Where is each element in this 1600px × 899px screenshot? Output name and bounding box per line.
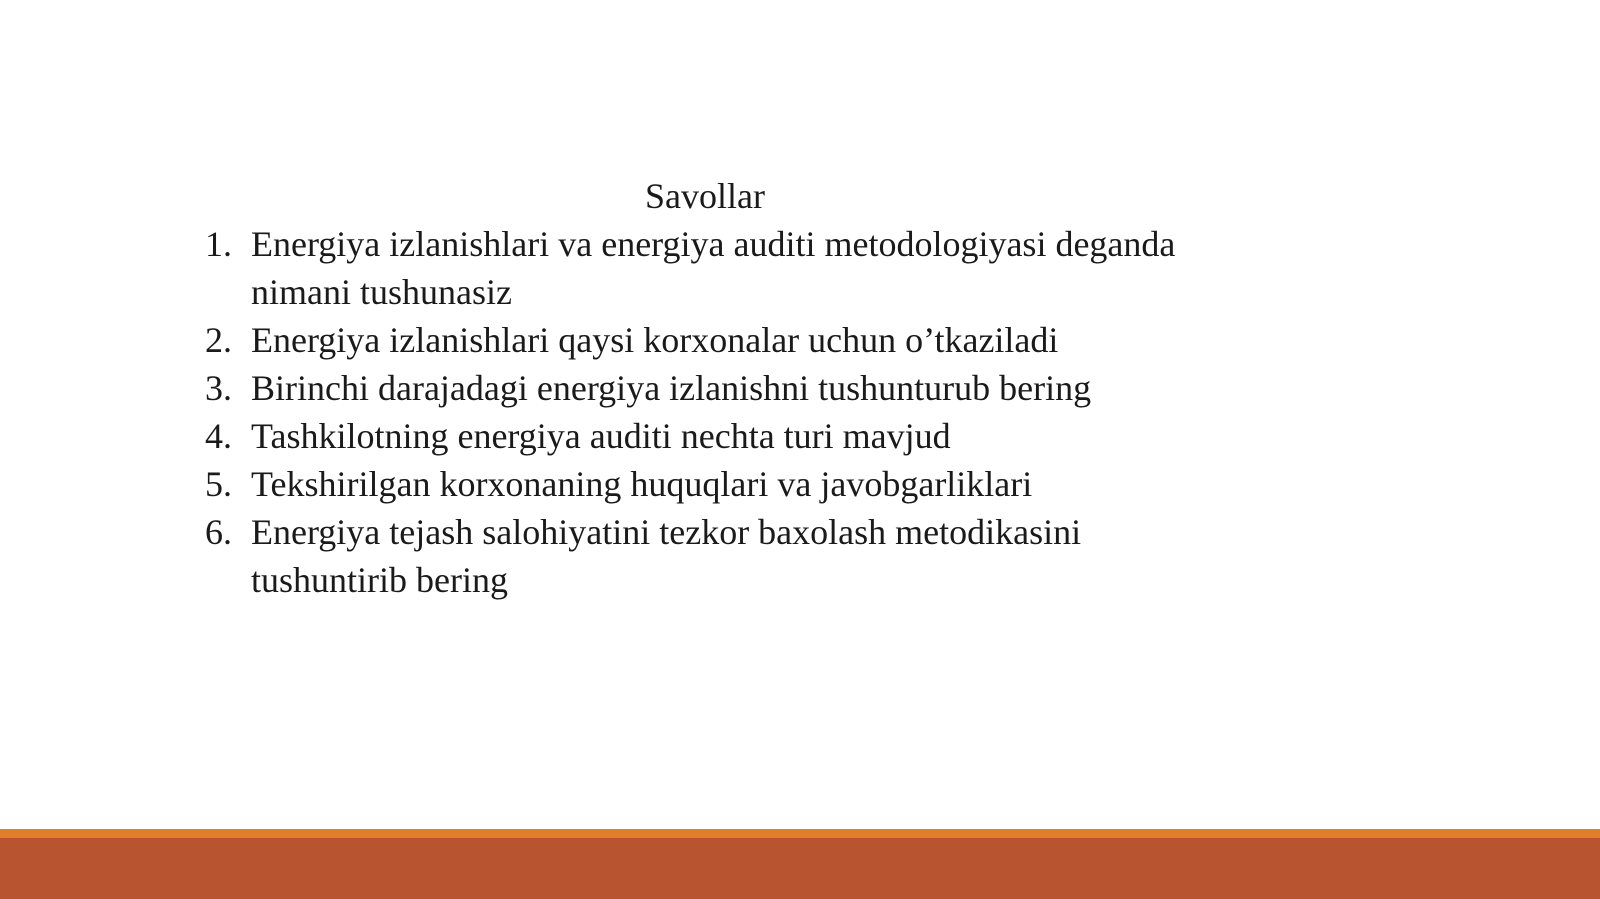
question-text: Tashkilotning energiya auditi nechta turi mavjud [251,416,951,456]
question-number: 4. [205,416,232,456]
question-number: 3. [205,368,232,408]
footer-accent-stripe [0,829,1600,838]
footer-bar [0,829,1600,899]
question-number: 6. [205,512,232,552]
question-item [205,364,1225,412]
question-text: Energiya izlanishlari va energiya auditi metodologiyasi deganda nimani tushunasiz [251,224,1176,312]
question-text: Tekshirilgan korxonaning huquqlari va javobgarliklari [251,464,1033,504]
question-number: 5. [205,464,232,504]
question-list [205,220,1225,604]
question-text: Energiya izlanishlari qaysi korxonalar uchun o’tkaziladi [251,320,1059,360]
question-item [205,316,1225,364]
question-item [205,460,1225,508]
question-item [205,220,1225,316]
question-item [205,412,1225,460]
question-text: Energiya tejash salohiyatini tezkor baxolash metodikasini tushuntirib bering [251,512,1082,600]
question-number: 1. [205,224,232,264]
slide-title: Savollar [645,176,765,216]
slide-content [205,172,1225,604]
question-item [205,508,1225,604]
question-text: Birinchi darajadagi energiya izlanishni tushunturub bering [251,368,1092,408]
question-number: 2. [205,320,232,360]
